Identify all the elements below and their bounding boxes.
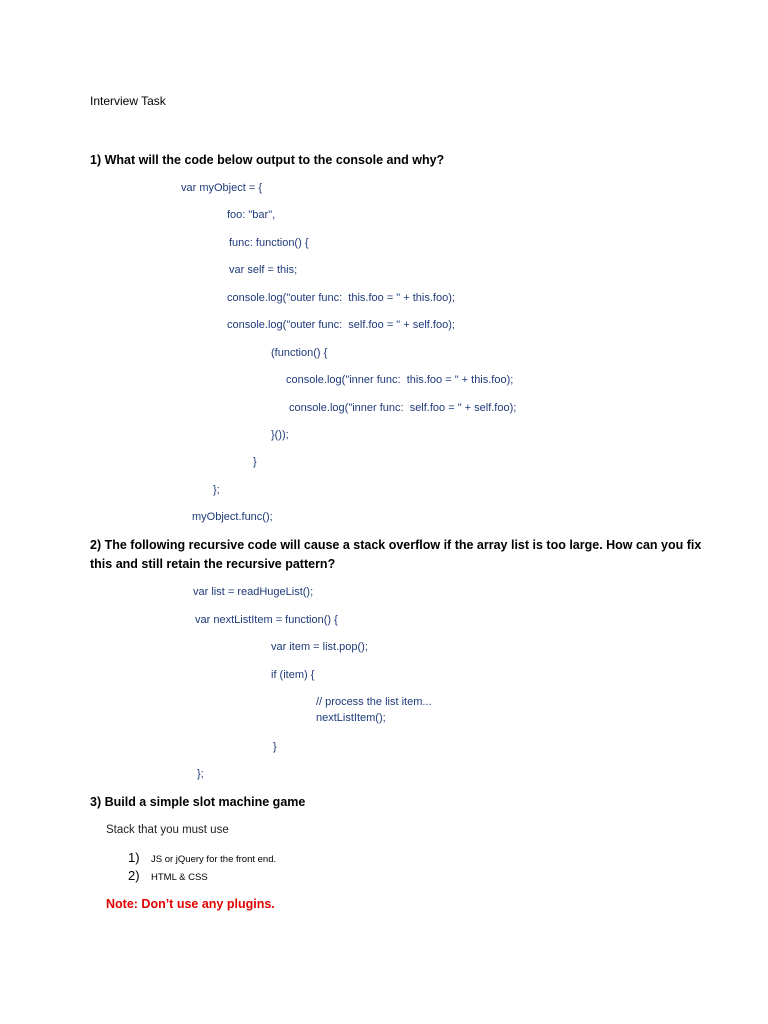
list-item-number: 1) bbox=[128, 850, 140, 865]
question-2-line-2: this and still retain the recursive pattern? bbox=[90, 557, 336, 571]
code-line: }()); bbox=[271, 429, 289, 441]
code-line: var list = readHugeList(); bbox=[193, 586, 314, 598]
code-line: var nextListItem = function() { bbox=[195, 614, 338, 626]
code-line: // process the list item... bbox=[316, 696, 432, 708]
code-line: }; bbox=[213, 484, 220, 496]
question-1: 1) What will the code below output to the console and why? bbox=[90, 153, 445, 167]
code-line: foo: "bar", bbox=[227, 209, 276, 221]
code-line: var self = this; bbox=[229, 264, 298, 276]
code-line: var item = list.pop(); bbox=[271, 641, 368, 653]
doc-title: Interview Task bbox=[90, 94, 166, 108]
code-line: console.log("outer func: this.foo = " + this.foo); bbox=[227, 292, 455, 304]
question-3: 3) Build a simple slot machine game bbox=[90, 795, 306, 809]
code-line: if (item) { bbox=[271, 669, 315, 681]
code-line: func: function() { bbox=[229, 237, 309, 249]
code-line: console.log("inner func: self.foo = " + self.foo); bbox=[289, 402, 517, 414]
question-2-line-1: 2) The following recursive code will cause a stack overflow if the array list is too large. How can you fix bbox=[90, 538, 702, 552]
stack-intro: Stack that you must use bbox=[106, 824, 229, 836]
list-item-text: JS or jQuery for the front end. bbox=[151, 854, 277, 865]
code-line: } bbox=[253, 456, 257, 468]
code-line: myObject.func(); bbox=[192, 511, 273, 523]
code-line: console.log("inner func: this.foo = " + this.foo); bbox=[286, 374, 514, 386]
code-line: nextListItem(); bbox=[316, 712, 386, 724]
code-line: console.log("outer func: self.foo = " + self.foo); bbox=[227, 319, 455, 331]
code-line: (function() { bbox=[271, 347, 328, 359]
list-item-number: 2) bbox=[128, 868, 140, 883]
code-line: } bbox=[273, 741, 277, 753]
code-line: }; bbox=[197, 768, 204, 780]
note: Note: Don’t use any plugins. bbox=[106, 897, 275, 911]
list-item-text: HTML & CSS bbox=[151, 872, 208, 883]
code-line: var myObject = { bbox=[181, 182, 263, 194]
